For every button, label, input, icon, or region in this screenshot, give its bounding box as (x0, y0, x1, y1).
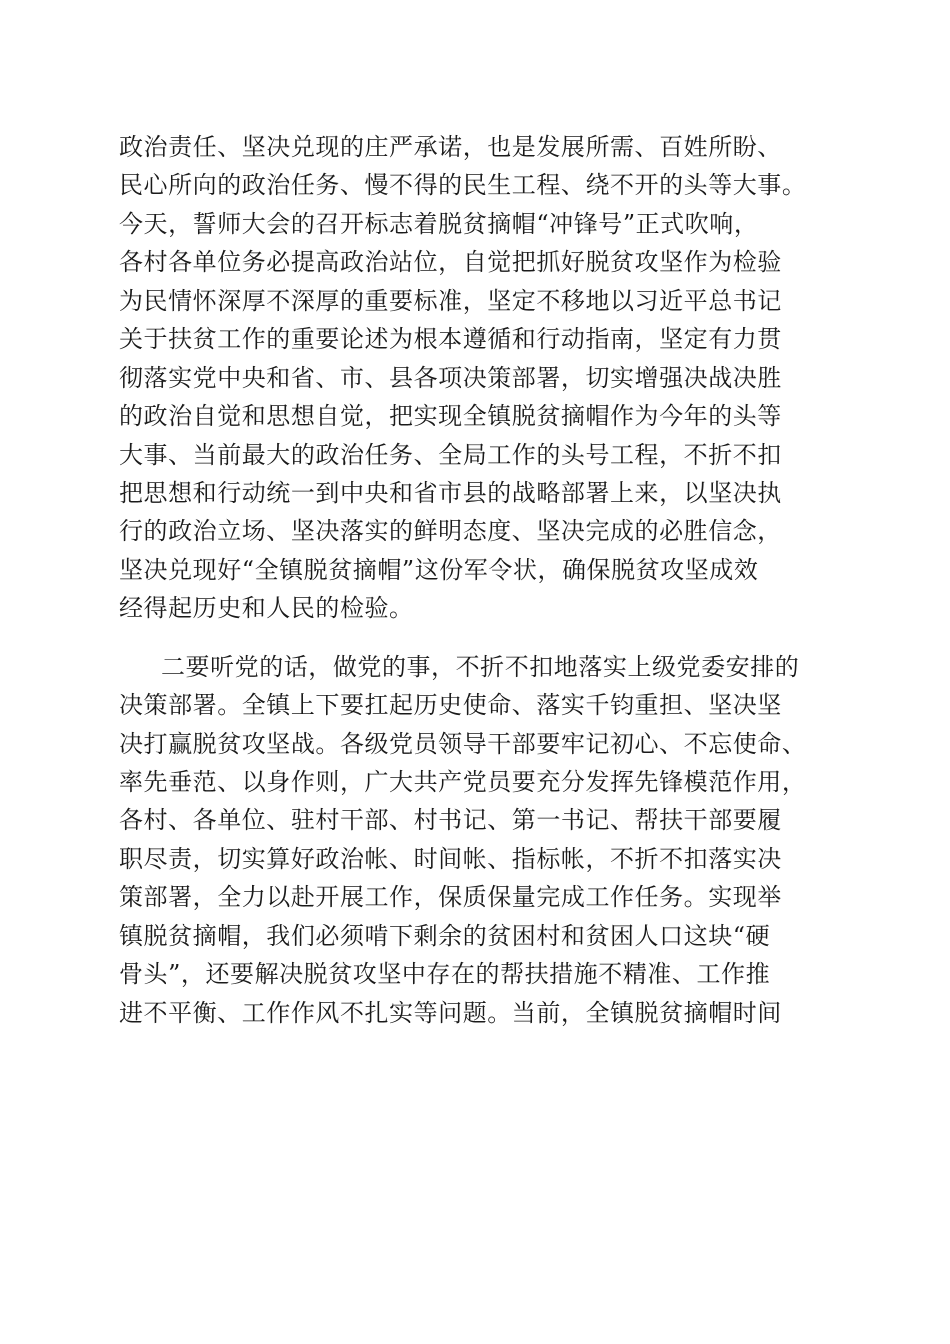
paragraph-line: 镇脱贫摘帽，我们必须啃下剩余的贫困村和贫困人口这块“硬 (119, 921, 771, 950)
paragraph-line: 职尽责，切实算好政治帐、时间帐、指标帐，不折不扣落实决 (119, 844, 782, 873)
paragraph-line: 坚决兑现好“全镇脱贫摘帽”这份军令状，确保脱贫攻坚成效 (119, 555, 759, 584)
paragraph-line: 的政治自觉和思想自觉，把实现全镇脱贫摘帽作为今年的头等 (119, 402, 782, 431)
paragraph-line: 决策部署。全镇上下要扛起历史使命、落实千钧重担、坚决坚 (119, 691, 782, 720)
paragraph-line: 二要听党的话，做党的事，不折不扣地落实上级党委安排的 (161, 652, 800, 681)
paragraph-1 (119, 128, 831, 628)
paragraph-line: 决打赢脱贫攻坚战。各级党员领导干部要牢记初心、不忘使命、 (119, 729, 807, 758)
paragraph-spacer (119, 628, 831, 648)
paragraph-line: 经得起历史和人民的检验。 (119, 594, 414, 623)
paragraph-line: 为民情怀深厚不深厚的重要标准，坚定不移地以习近平总书记 (119, 286, 782, 315)
paragraph-line: 各村各单位务必提高政治站位，自觉把抓好脱贫攻坚作为检验 (119, 248, 782, 277)
paragraph-line: 彻落实党中央和省、市、县各项决策部署，切实增强决战决胜 (119, 363, 782, 392)
paragraph-2 (119, 648, 831, 1032)
paragraph-line: 关于扶贫工作的重要论述为根本遵循和行动指南，坚定有力贯 (119, 325, 782, 354)
paragraph-line: 把思想和行动统一到中央和省市县的战略部署上来，以坚决执 (119, 478, 782, 507)
document-body (119, 128, 831, 1032)
paragraph-line: 率先垂范、以身作则，广大共产党员要充分发挥先锋模范作用， (119, 768, 807, 796)
paragraph-line: 各村、各单位、驻村干部、村书记、第一书记、帮扶干部要履 (119, 806, 782, 835)
paragraph-line: 政治责任、坚决兑现的庄严承诺，也是发展所需、百姓所盼、 (119, 133, 782, 161)
paragraph-line: 骨头”，还要解决脱贫攻坚中存在的帮扶措施不精准、工作推 (119, 960, 771, 989)
paragraph-line: 大事、当前最大的政治任务、全局工作的头号工程，不折不扣 (119, 440, 782, 469)
paragraph-line: 民心所向的政治任务、慢不得的民生工程、绕不开的头等大事。 (119, 171, 807, 200)
paragraph-line: 今天，誓师大会的召开标志着脱贫摘帽“冲锋号”正式吹响， (119, 209, 759, 238)
paragraph-line: 进不平衡、工作作风不扎实等问题。当前，全镇脱贫摘帽时间 (119, 998, 782, 1027)
paragraph-line: 行的政治立场、坚决落实的鲜明态度、坚决完成的必胜信念， (119, 517, 782, 546)
paragraph-line: 策部署，全力以赴开展工作，保质保量完成工作任务。实现举 (119, 883, 782, 912)
